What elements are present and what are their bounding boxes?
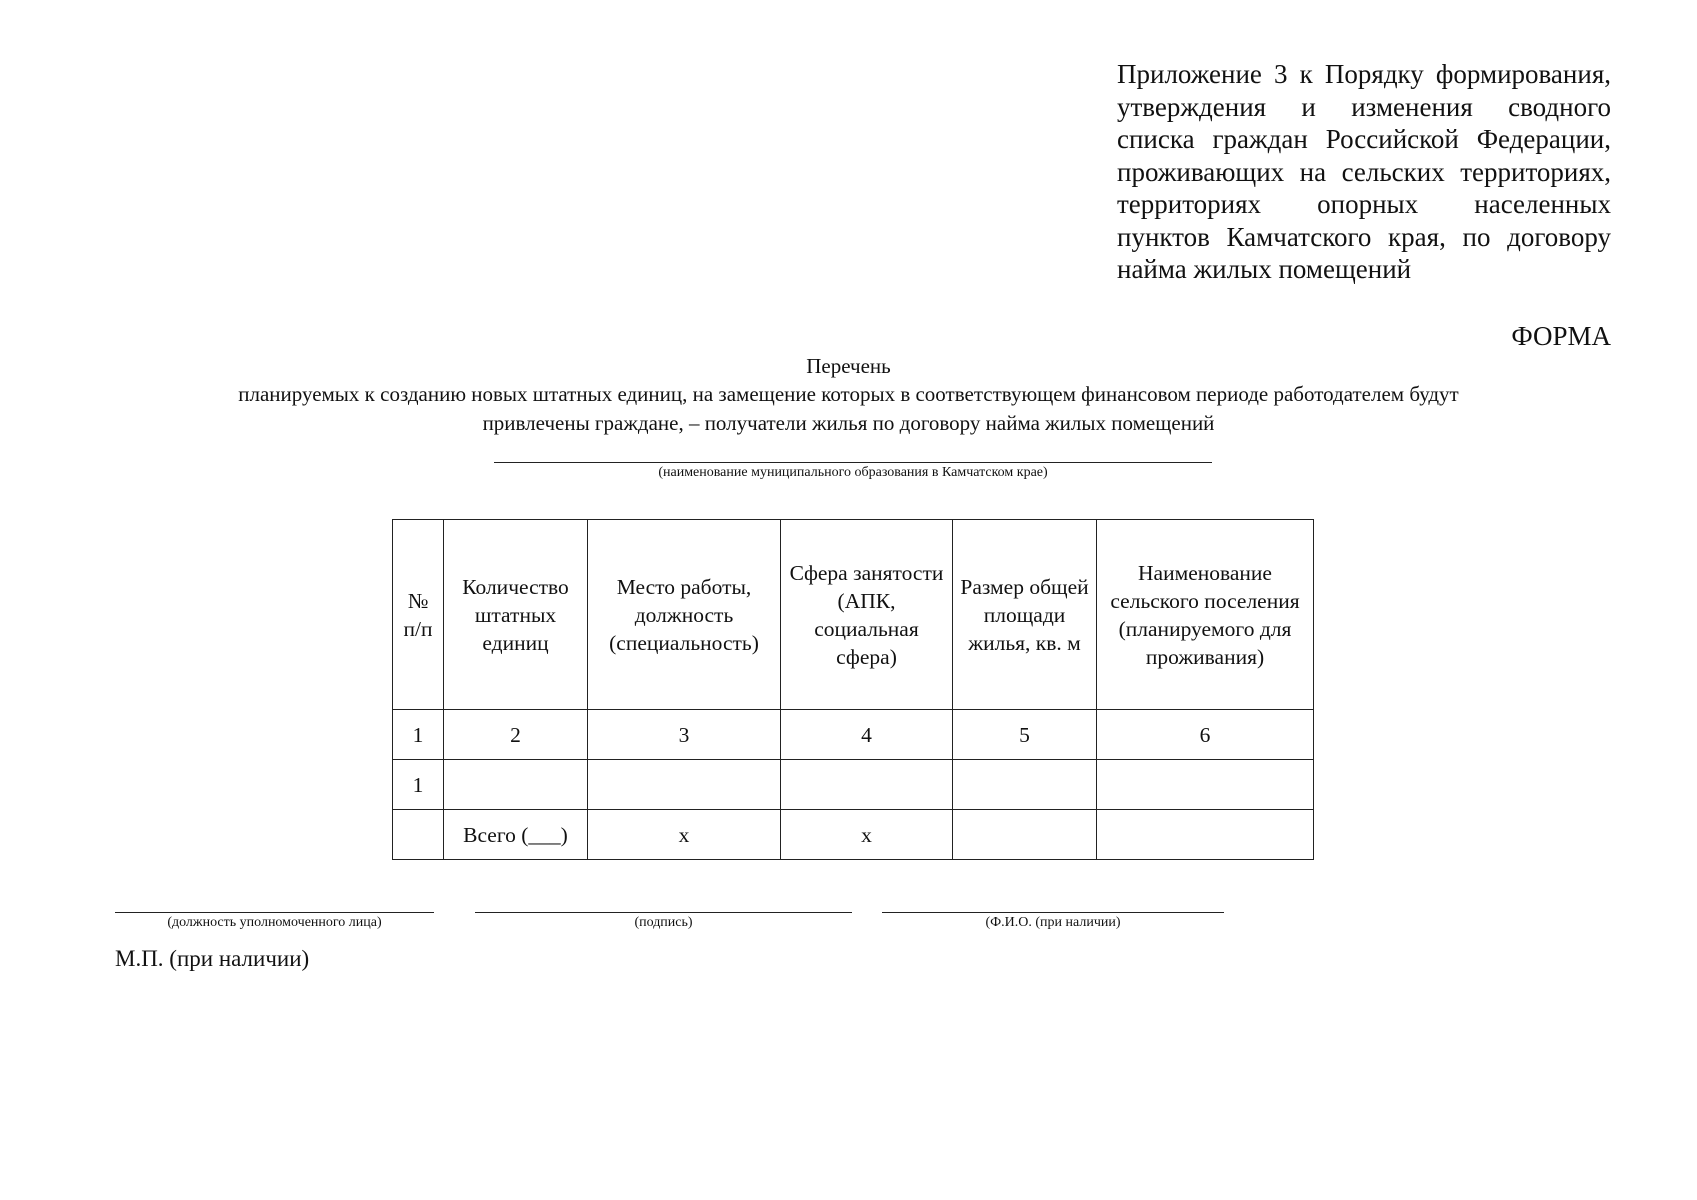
header-cell-number: № п/п <box>393 520 444 710</box>
positions-table <box>392 519 1314 860</box>
table-cell: x <box>588 810 781 860</box>
appendix-line: списка граждан Российской Федерации, <box>1117 124 1611 154</box>
stamp-label: М.П. (при наличии) <box>115 946 310 971</box>
header-cell-workplace: Место работы, должность (специальность) <box>588 520 781 710</box>
column-number-cell: 2 <box>444 710 588 760</box>
position-field-line[interactable] <box>115 912 434 913</box>
table-total-row <box>393 810 1314 860</box>
document-subtitle-line: привлечены граждане, – получатели жилья по договору найма жилых помещений <box>482 411 1215 435</box>
signature-caption: (подпись) <box>634 915 693 930</box>
form-label: ФОРМА <box>1511 321 1611 351</box>
column-number-cell: 4 <box>781 710 953 760</box>
appendix-line: пунктов Камчатского края, по договору <box>1117 221 1611 252</box>
column-number-row <box>393 710 1314 760</box>
position-caption: (должность уполномоченного лица) <box>167 915 382 930</box>
column-number-cell: 6 <box>1097 710 1314 760</box>
table-row <box>393 760 1314 810</box>
appendix-line: найма жилых помещений <box>1117 254 1412 284</box>
appendix-line: утверждения и изменения сводного <box>1117 91 1611 122</box>
column-number-cell: 1 <box>393 710 444 760</box>
full-name-field-line[interactable] <box>882 912 1224 913</box>
table-cell <box>393 810 444 860</box>
table-cell[interactable] <box>953 760 1097 810</box>
table-header-row <box>393 520 1314 710</box>
column-number-cell: 3 <box>588 710 781 760</box>
header-cell-housing-area: Размер общей площади жилья, кв. м <box>953 520 1097 710</box>
table-cell[interactable] <box>444 760 588 810</box>
appendix-note <box>1117 58 1611 286</box>
table-cell[interactable] <box>781 760 953 810</box>
header-cell-employment-sphere: Сфера занятости (АПК, социальная сфера) <box>781 520 953 710</box>
municipal-name-caption: (наименование муниципального образования в Камчатском крае) <box>658 465 1048 480</box>
table-cell: 1 <box>393 760 444 810</box>
table-cell[interactable] <box>1097 760 1314 810</box>
header-cell-quantity: Количество штатных единиц <box>444 520 588 710</box>
signature-field-line[interactable] <box>475 912 852 913</box>
appendix-line: территориях опорных населенных <box>1117 189 1611 219</box>
header-cell-settlement: Наименование сельского поселения (планируемого для проживания) <box>1097 520 1314 710</box>
table-cell: x <box>781 810 953 860</box>
table-cell[interactable] <box>1097 810 1314 860</box>
table-cell[interactable] <box>588 760 781 810</box>
column-number-cell: 5 <box>953 710 1097 760</box>
total-label-cell[interactable]: Всего (___) <box>444 810 588 860</box>
document-subtitle-line: планируемых к созданию новых штатных единиц, на замещение которых в соответствующем финансовом периоде работодателем будут <box>238 382 1459 406</box>
municipal-name-field-line[interactable] <box>494 462 1212 463</box>
full-name-caption: (Ф.И.О. (при наличии) <box>985 915 1121 930</box>
appendix-line: Приложение 3 к Порядку формирования, <box>1117 59 1611 89</box>
document-title: Перечень <box>806 354 891 378</box>
appendix-line: проживающих на сельских территориях, <box>1117 156 1611 187</box>
table-cell[interactable] <box>953 810 1097 860</box>
